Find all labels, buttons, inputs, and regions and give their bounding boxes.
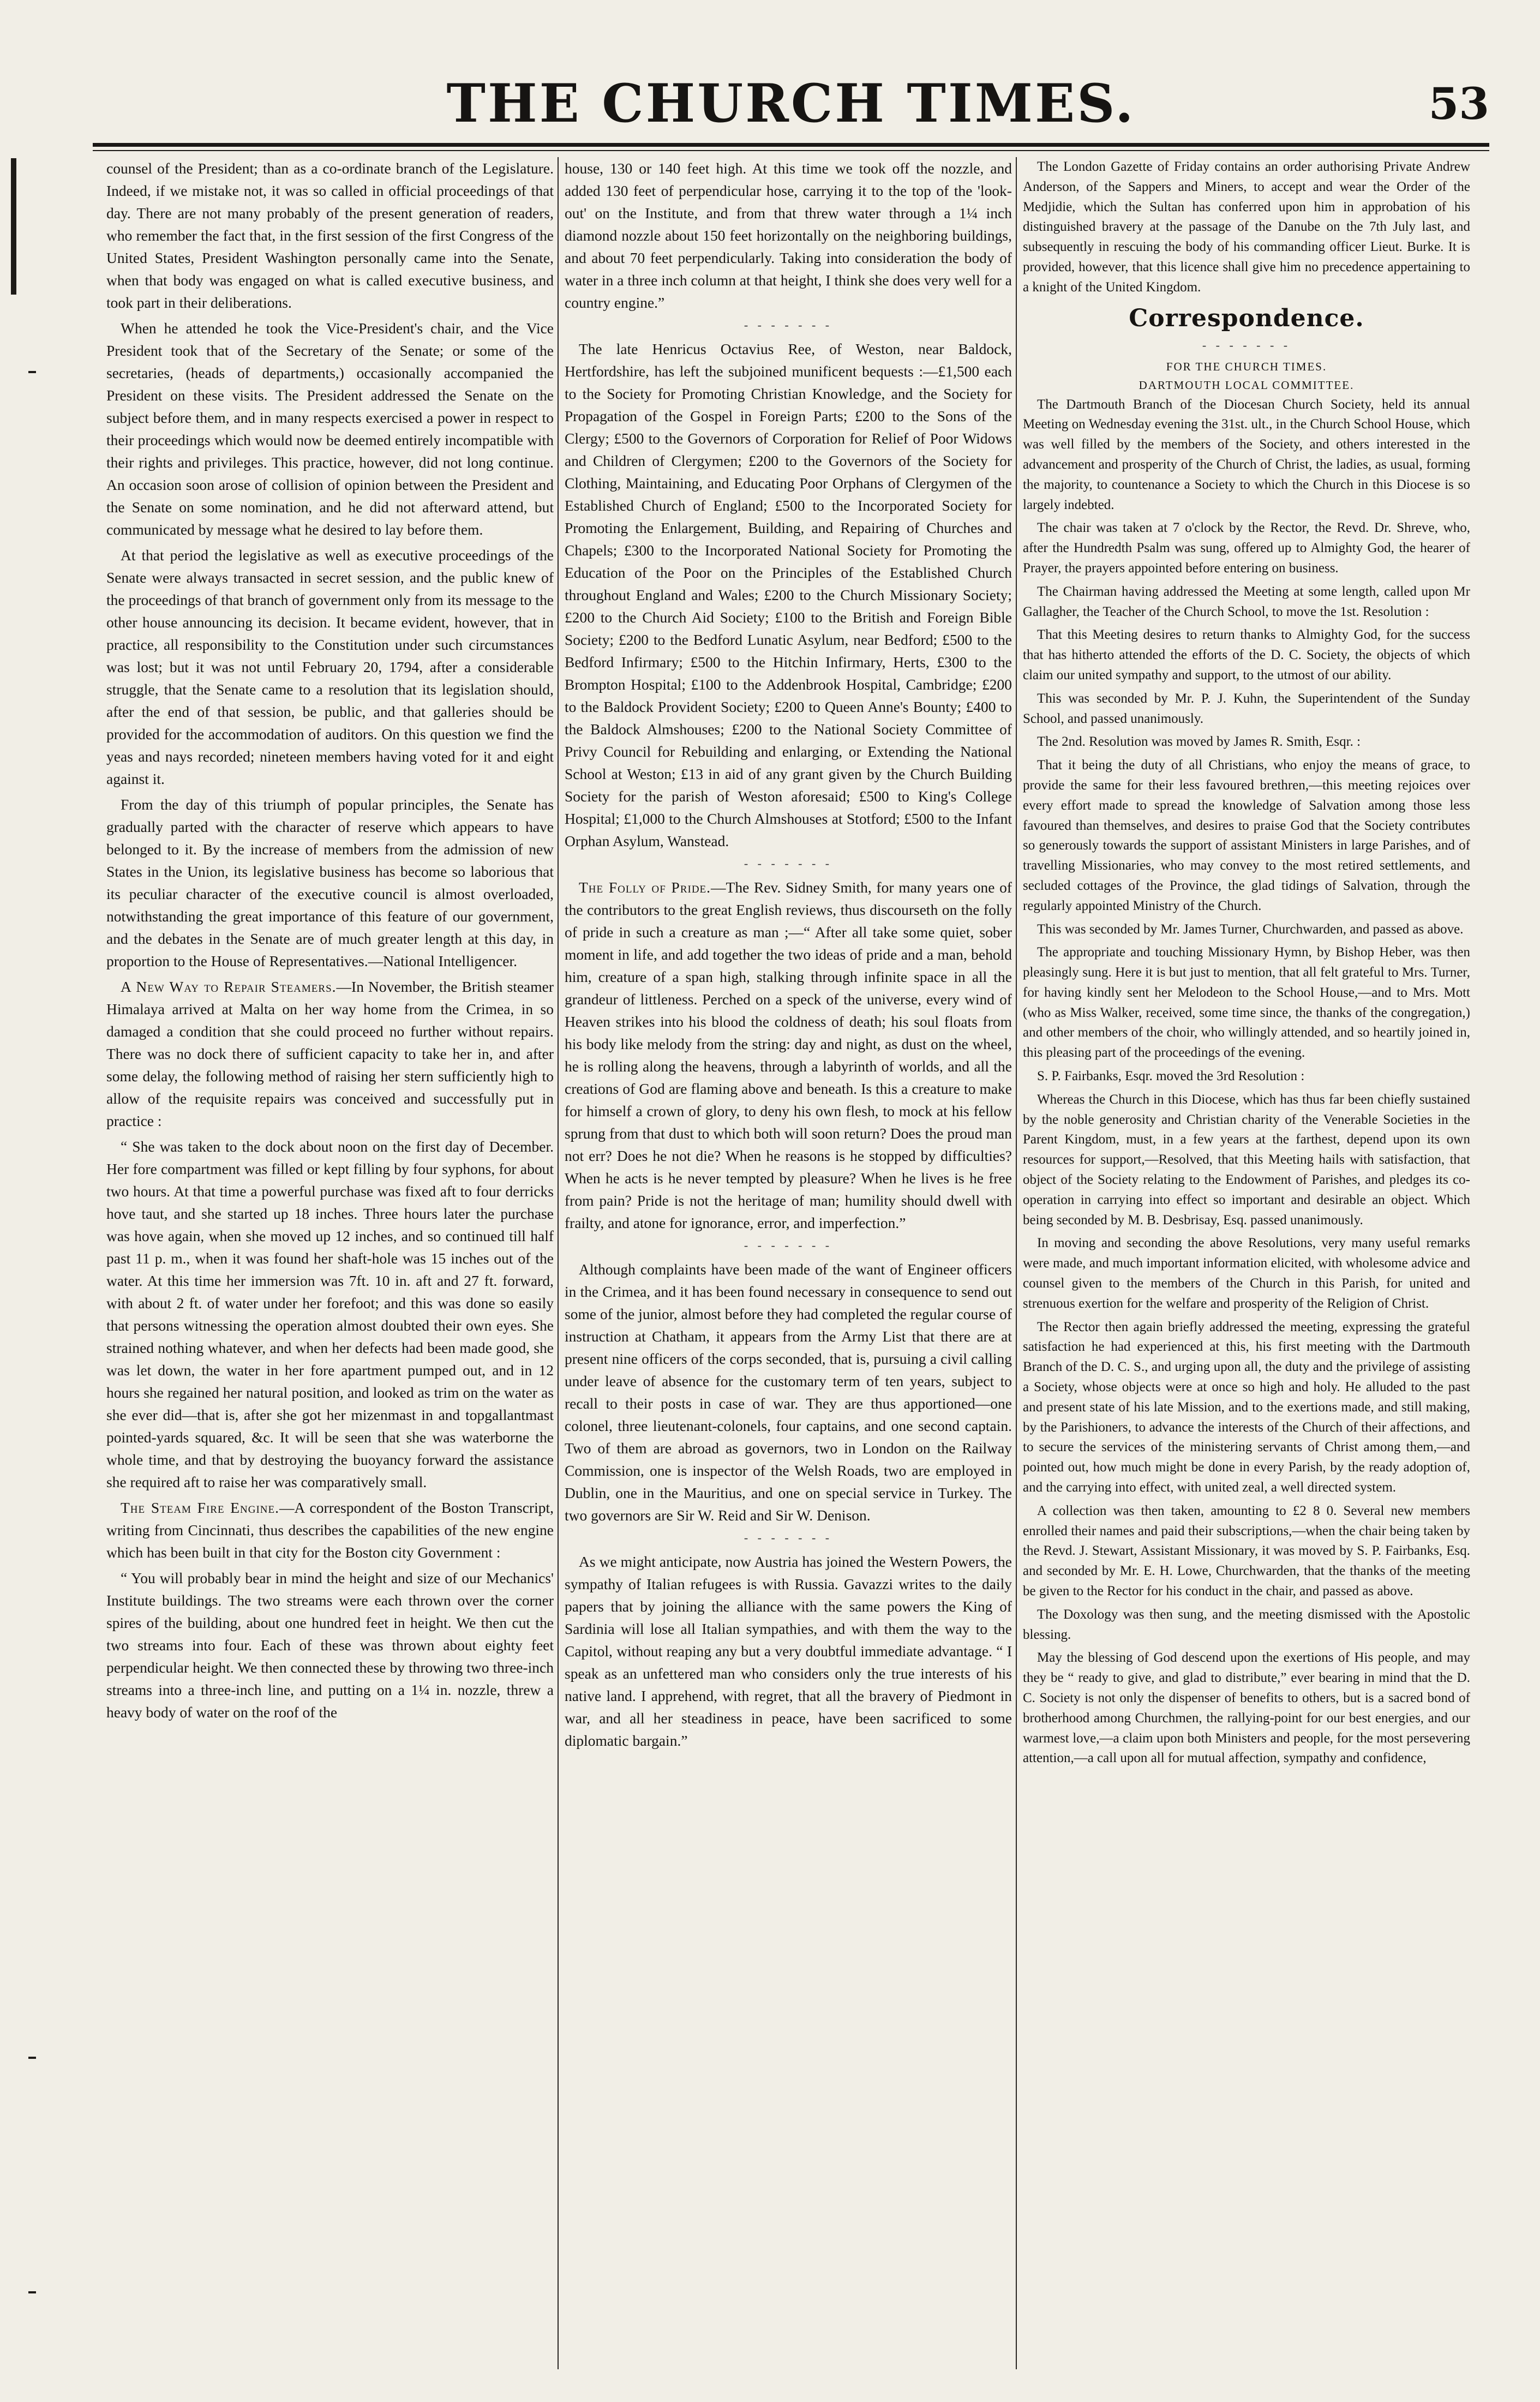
article-paragraph: house, 130 or 140 feet high. At this time we took off the nozzle, and added 130 feet of perpendicular hose, carrying it to the top of the 'look-out' on the Institute, and from that threw water through a 1¼ inch diamond nozzle about 150 feet horizontally on the neighboring buildings, and about 70 feet perpendicularly. Taking into consideration the body of water in a three inch column at that height, I think she does very well for a country engine.” [565, 160, 1012, 311]
article-paragraph: S. P. Fairbanks, Esqr. moved the 3rd Resolution : [1037, 1069, 1305, 1084]
article-lead: A New Way to Repair Steamers. [121, 978, 337, 995]
section-separator: - - - - - - - [744, 1531, 833, 1544]
section-separator: - - - - - - - [744, 856, 833, 870]
article-paragraph: The Chairman having addressed the Meeting at some length, called upon Mr Gallagher, the Teacher of the Church School, to move the 1st. Resolution : [1023, 584, 1470, 619]
article-gazette: The London Gazette of Friday contains an order authorising Private Andrew Anderson, of the Sappers and Miners, to accept and wear the Order of the Medjidie, which the Sultan has conferred upon him in approbation of his distinguished bravery at the passage of the Danube on the 7th July last, and subsequently in rescuing the body of his commanding officer Lieut. Burke. It is provided, however, that this licence shall give him no precedence appertaining to a knight of the United Kingdom. [1023, 159, 1470, 295]
article-bequest: The late Henricus Octavius Ree, of Weston, near Baldock, Hertfordshire, has left the subjoined munificent bequests :—£1,500 each to the Society for Promoting Christian Knowledge, and the Society for Propagation of the Gospel in Foreign Parts; £200 to the Sons of the Clergy; £500 to the Governors of Corporation for Relief of Poor Widows and Children of Clergymen; £200 to the Governors of the Society for Clothing, Maintaining, and Educating Poor Orphans of Clergymen of the Established Church of England; £500 to the Incorporated Society for Promoting the Enlargement, Building, and Repairing of Churches and Chapels; £300 to the Incorporated National Society for Promoting the Education of the Poor on the Principles of the Established Church throughout England and Wales; £200 to the Church Missionary Society; £200 to the Church Aid Society; £100 to the British and Foreign Bible Society; £200 to the Bedford Lunatic Asylum, near Bedford; £500 to the Bedford Infirmary; £500 to the Hitchin Infirmary, Herts, £300 to the Brompton Hospital; £100 to the Addenbrook Hospital, Cambridge; £200 to the Baldock Provident Society; £200 to Queen Anne's Bounty; £400 to the Baldock Almshouses; £200 to the National Society Committee of Privy Council for Rebuilding and enlarging, or Extending the National School at Weston; £13 in aid of any grant given by the Church Building Society for the parish of Weston aforesaid; £500 to King's College Hospital; £1,000 to the Church Almshouses at Stotford; £500 to the Infant Orphan Asylum, Wanstead. [565, 340, 1012, 849]
article-body: —The Rev. Sidney Smith, for many years one of the contributors to the great English reviews, thus discourseth on the folly of pride in such a creature as man ;—“ After all take some quiet, sober moment in life, and add together the two ideas of pride and a man, behold him, creature of a span high, stalking through infinite space in all the grandeur of littleness. Perched on a speck of the universe, every wind of Heaven strikes into his blood the coldness of death; his soul floats from his body like melody from the string: day and night, as dust on the wheel, he is rolling along the heavens, through a labyrinth of worlds, and all the creations of God are flaming above and beneath. Is this a creature to make for himself a crown of glory, to deny his own flesh, to mock at his fellow sprung from that dust to which both will soon return? Does the proud man not err? Does he not die? When he reasons is he stopped by difficulties? When he acts is he never tempted by pleasure? When he lives is he free from pain? Pride is not the heritage of man; humility should dwell with frailty, and atone for ignorance, error, and imperfection.” [565, 879, 1012, 1231]
resolution-text: Whereas the Church in this Diocese, which has thus far been chiefly sustained by the noble generosity and Christian charity of the Venerable Societies in the Parent Kingdom, must, in a few years at the farthest, depend upon its own resources for support,—Resolved, that this Meeting hails with satisfaction, that object of the Society relating to the Endowment of Parishes, and pledges its co-operation in carrying into effect so important and desirable an object. Which being seconded by M. B. Desbrisay, Esq. passed unanimously. [1023, 1092, 1470, 1227]
for-church-times-line: FOR THE CHURCH TIMES. [1166, 360, 1327, 373]
section-separator: - - - - - - - [744, 318, 833, 332]
section-separator: - - - - - - - [1202, 338, 1291, 352]
column-divider [1016, 157, 1017, 2369]
page-number: 53 [1428, 78, 1489, 129]
article-austria: As we might anticipate, now Austria has joined the Western Powers, the sympathy of Italian refugees is with Russia. Gavazzi writes to the daily papers that by joining the alliance with the same powers the King of Sardinia will lose all Italian sympathies, and with them the way to the Capitol, without reaping any but a very doubtful immediate advantage. “ I speak as an unfettered man who considers only the true interests of his native land. I apprehend, with regret, that all the bravery of Piedmont in war, and all her steadiness in peace, have been sacrificed to some diplomatic bargain.” [565, 1553, 1012, 1749]
resolution-text: That this Meeting desires to return thanks to Almighty God, for the success that has hitherto attended the efforts of the D. C. Society, the objects of which claim our united sympathy and support, to the utmost of our ability. [1023, 627, 1470, 682]
article-paragraph: This was seconded by Mr. James Turner, Churchwarden, and passed as above. [1037, 921, 1464, 937]
masthead [93, 71, 1489, 136]
article-paragraph: When he attended he took the Vice-President's chair, and the Vice President took that of the Secretary of the Senate; or some of the secretaries, (heads of departments,) occasionally accompanied the President on these visits. The President addressed the Senate on the subject before them, and in many respects exercised a power in respect to their proceedings which would now be deemed entirely incompatible with their rights and privileges. This practice, however, did not long continue. An occasion soon arose of collision of opinion between the President and the Senate on some nomination, and he did not afterward attend, but communicated by message what he desired to lay before them. [106, 320, 554, 538]
column-2 [565, 157, 1012, 2369]
article-body: —A correspondent of the Boston Transcript, writing from Cincinnati, thus describes the capabilities of the new engine which has been built in that city for the Boston city Government : [106, 1499, 554, 1561]
article-paragraph: The chair was taken at 7 o'clock by the Rector, the Revd. Dr. Shreve, who, after the Hundredth Psalm was sung, offered up to Almighty God, the hearer of Prayer, the prayers appointed before entering on business. [1023, 520, 1470, 576]
article-paragraph: The Doxology was then sung, and the meeting dismissed with the Apostolic blessing. [1023, 1607, 1470, 1642]
article-paragraph: May the blessing of God descend upon the exertions of His people, and may they be “ ready to give, and glad to distribute,” ever bearing in mind that the D. C. Society is not only the dispenser of benefits to others, but is a sacred bond of brotherhood among Churchmen, the rallying-point for our best energies, and our warmest love,—a claim upon both Ministers and people, for the most persevering attention,—a call upon all for mutual affection, sympathy and confidence, [1023, 1650, 1470, 1766]
article-paragraph: The appropriate and touching Missionary Hymn, by Bishop Heber, was then pleasingly sung. Here it is but just to mention, that all felt grateful to Mrs. Turner, for having kindly sent her Melodeon to the School House,—and to Mrs. Mott (who as Miss Walker, received, some time since, the thanks of the congregation,) and other members of the choir, who willingly attended, and so heartily joined in, this pleasing part of the proceedings of the evening. [1023, 945, 1470, 1061]
article-lead: The Folly of Pride. [579, 879, 711, 896]
article-lead: The Steam Fire Engine. [121, 1499, 280, 1516]
committee-heading: DARTMOUTH LOCAL COMMITTEE. [1138, 378, 1355, 392]
article-paragraph: A collection was then taken, amounting to £2 8 0. Several new members enrolled their names and paid their subscriptions,—when the chair being taken by the Revd. J. Stewart, Assistant Missionary, it was moved by S. P. Fairbanks, Esq. and seconded by Mr. E. H. Lowe, Churchwarden, that the thanks of the meeting be given to the Rector for his conduct in the chair, and passed as above. [1023, 1503, 1470, 1598]
masthead-rule [93, 143, 1489, 147]
margin-tick [28, 371, 36, 373]
article-quote: “ You will probably bear in mind the height and size of our Mechanics' Institute buildings. The two streams were each thrown over the corner spires of the building, about one hundred feet in height. We then cut the two streams into four. Each of these was thrown about eighty feet perpendicular height. We then connected these by throwing two three-inch streams into a three-inch line, and putting on a 1¼ in. nozzle, threw a heavy body of water on the roof of the [106, 1570, 554, 1721]
article-paragraph: The 2nd. Resolution was moved by James R. Smith, Esqr. : [1037, 734, 1361, 750]
article-paragraph: In moving and seconding the above Resolutions, very many useful remarks were made, and much important information elicited, with wholesome advice and counsel given to the members of the Church in this Parish, for united and strenuous exertion for the welfare and prosperity of the Religion of Christ. [1023, 1236, 1470, 1311]
newspaper-title: THE CHURCH TIMES. [446, 73, 1136, 134]
article-quote: “ She was taken to the dock about noon on the first day of December. Her fore compartment was filled or kept filling by four syphons, for about two hours. At that time a powerful purchase was fixed aft to four derricks hove taut, and she started up 18 inches. Three hours later the purchase was hove again, when she moved up 12 inches, and so continued till half past 11 p. m., when it was found her shaft-hole was 15 inches out of the water. At this time her immersion was 7ft. 10 in. aft and 27 ft. forward, with about 2 ft. of water under her forefoot; and this was done so easily that persons witnessing the operation almost doubted their own eyes. She strained nothing whatever, and when her defects had been made good, she was let down, the water in her fore apartment pumped out, and in 12 hours she regained her natural position, and looked as trim on the water as she ever did—that is, after she got her mizenmast in and topgallantmast pointed-yards squared, &c. It will be seen that she was waterborne the whole time, and that by destroying the buoyancy forward the assistance she required aft to raise her was comparatively small. [106, 1138, 554, 1490]
correspondence-heading: Correspondence. [1129, 304, 1364, 332]
article-paragraph: At that period the legislative as well as executive proceedings of the Senate were always transacted in secret session, and the public knew of the proceedings of that branch of government only from its message to the other house announcing its decision. It became evident, however, that in practice, all responsibility to the Constitution under such circumstances was lost; but it was not until February 20, 1794, after a considerable struggle, that the Senate came to a resolution that its legislation should, after the end of that session, be public, and that galleries should be provided for the accommodation of auditors. On this question we find the yeas and nays recorded; nineteen members having voted for it and eight against it. [106, 547, 554, 787]
column-3 [1023, 157, 1470, 2369]
article-body: —In November, the British steamer Himalaya arrived at Malta on her way home from the Crimea, in so damaged a condition that she could proceed no further without repairs. There was no dock there of sufficient capacity to take her in, and after some delay, the following method of raising her stern sufficiently high to allow of the requisite repairs was conceived and successfully put in practice : [106, 978, 554, 1129]
margin-tick [28, 2291, 36, 2293]
section-separator: - - - - - - - [744, 1238, 833, 1252]
column-1 [106, 157, 554, 2369]
article-paragraph: From the day of this triumph of popular principles, the Senate has gradually parted with the character of reserve which appears to have belonged to it. By the increase of members from the admission of new States in the Union, its legislative business has become so laborious that its peculiar character of the executive council is almost overloaded, notwithstanding the great importance of this feature of our government, and the debates in the Senate are of much greater length at this day, in proportion to the House of Representatives.—National Intelligencer. [106, 796, 554, 969]
article-folly-of-pride [565, 876, 1012, 1234]
article-paragraph: This was seconded by Mr. P. J. Kuhn, the Superintendent of the Sunday School, and passed unanimously. [1023, 691, 1470, 726]
article-steam-fire-engine [106, 1496, 554, 1564]
article-paragraph: counsel of the President; than as a co-ordinate branch of the Legislature. Indeed, if we mistake not, it was so called in official proceedings of that day. There are not many probably of the present generation of readers, who remember the fact that, in the first session of the first Congress of the United States, President Washington personally came into the Senate, when that body was engaged on what is called executive business, and took part in their deliberations. [106, 160, 554, 311]
margin-tick [28, 2057, 36, 2059]
masthead-rule-thin [93, 150, 1489, 151]
resolution-text: That it being the duty of all Christians, who enjoy the means of grace, to provide the same for their less favoured brethren,—this meeting rejoices over every effort made to spread the knowledge of Salvation among those less favoured than themselves, and desires to praise God that the Society contributes so generously towards the support of assistant Ministers in large Parishes, and of travelling Missionaries, who may convey to the most retired settlements, and secluded cottages of the Province, the glad tidings of Salvation, through the regularly appointed Ministry of the Church. [1023, 758, 1470, 913]
article-engineer-officers: Although complaints have been made of the want of Engineer officers in the Crimea, and it has been found necessary in consequence to send out some of the junior, almost before they had completed the regular course of instruction at Chatham, it appears from the Army List that there are at present nine officers of the corps seconded, that is, pursuing a civil calling under leave of absence for the customary term of ten years, subject to recall to their posts in case of war. They are thus apportioned—one colonel, three lieutenant-colonels, four captains, and one second captain. Two of them are abroad as governors, two in London on the Railway Commission, one is inspector of the Welsh Roads, two are employed in Dublin, one in the Mauritius, and one on special service in Turkey. The two governors are Sir W. Reid and Sir W. Denison. [565, 1261, 1012, 1524]
margin-bar [11, 158, 16, 295]
scan-margin-marks [0, 136, 44, 2373]
column-divider [558, 157, 559, 2369]
article-paragraph: The Dartmouth Branch of the Diocesan Church Society, held its annual Meeting on Wednesday evening the 31st. ult., in the Church School House, which was well filled by the members of the Society, and others interested in the advancement and prosperity of the Church of Christ, the ladies, as usual, forming the majority, to countenance a Society to which the Church in this Diocese is so largely indebted. [1023, 397, 1470, 512]
article-paragraph: The Rector then again briefly addressed the meeting, expressing the grateful satisfaction he had experienced at this, his first meeting with the Dartmouth Branch of the D. C. S., and urging upon all, the duty and the privilege of assisting a Society, whose objects were at once so high and holy. He alluded to the past and present state of his late Mission, and to the exertions made, and still making, by the Parishioners, to advance the interests of the Church of their affections, and to secure the services of the ministering servants of Christ among them,—and pointed out, how much might be done in every Parish, by the ready adoption of, and the carrying into effect, with united zeal, a well directed system. [1023, 1319, 1470, 1495]
article-repair-steamers [106, 975, 554, 1132]
